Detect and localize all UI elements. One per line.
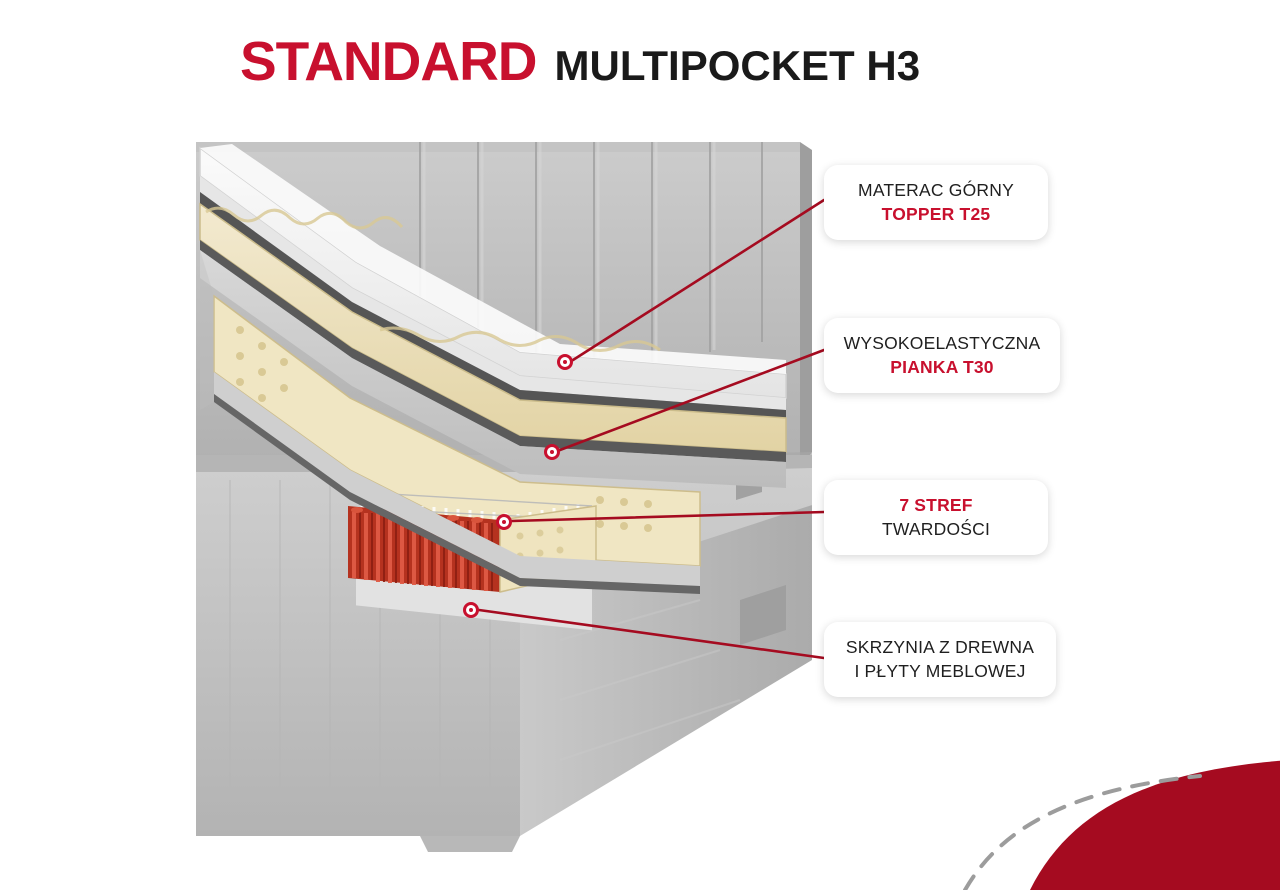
hotspot-dot-box[interactable]: [463, 602, 479, 618]
callout-box-line2: I PŁYTY MEBLOWEJ: [854, 660, 1026, 681]
hotspot-dot-foam[interactable]: [544, 444, 560, 460]
title-main: STANDARD: [240, 30, 537, 92]
callout-box: [824, 622, 1056, 697]
callout-zones: [824, 480, 1048, 555]
callout-zones-line1: 7 STREF: [899, 495, 973, 515]
hotspot-dot-zones[interactable]: [496, 514, 512, 530]
callout-foam-line2: PIANKA T30: [890, 356, 994, 377]
callout-topper-line2: TOPPER T25: [881, 203, 991, 224]
hotspot-dot-topper[interactable]: [557, 354, 573, 370]
callout-topper-line1: MATERAC GÓRNY: [858, 180, 1014, 200]
bed-leg: [420, 836, 520, 852]
callout-foam-line1: WYSOKOELASTYCZNA: [843, 333, 1041, 353]
callout-topper: [824, 165, 1048, 240]
title-sub: MULTIPOCKET H3: [554, 42, 921, 89]
callout-foam: [824, 318, 1060, 393]
callout-zones-line2: TWARDOŚCI: [881, 518, 991, 539]
callout-box-line1: SKRZYNIA Z DREWNA: [845, 637, 1035, 657]
